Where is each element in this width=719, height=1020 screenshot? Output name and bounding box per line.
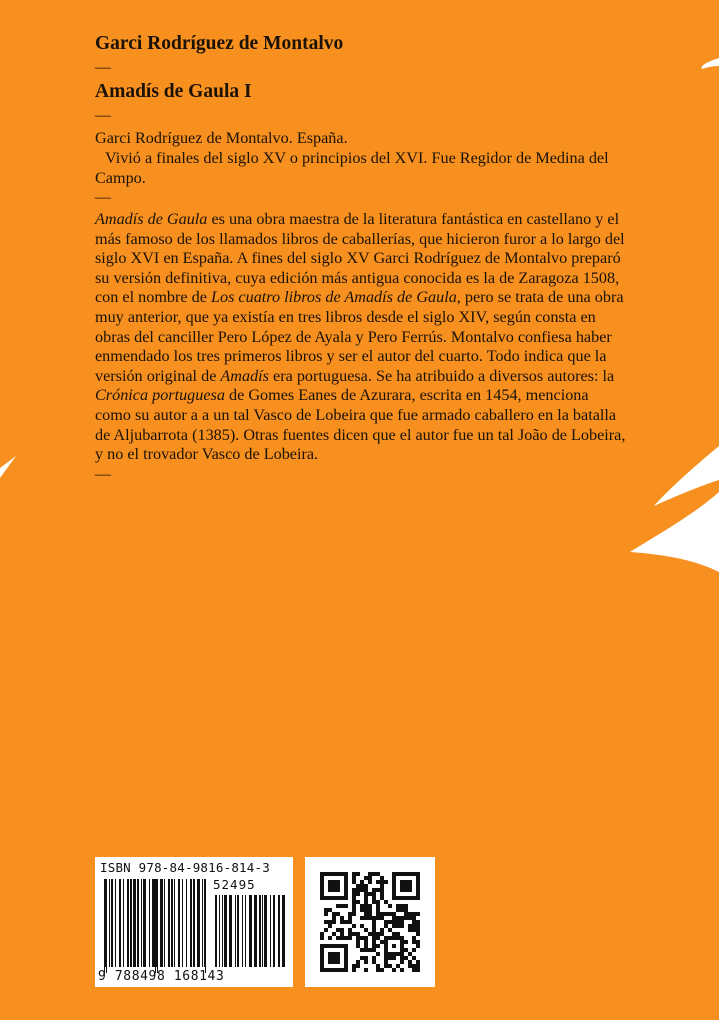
author-name: Garci Rodríguez de Montalvo: [95, 33, 344, 54]
separator-dash: —: [95, 465, 111, 483]
barcode-bars: [95, 857, 293, 987]
bio-line-2: Vivió a finales del siglo XV o principios del XVI. Fue Regidor de Medina del Campo.: [95, 149, 609, 187]
bio-line-1: Garci Rodríguez de Montalvo. España.: [95, 129, 348, 147]
book-title: Amadís de Gaula I: [95, 81, 252, 102]
italic-title: Crónica portuguesa: [95, 386, 225, 405]
book-description: [95, 210, 627, 465]
addon-number: 52495: [213, 877, 256, 892]
description-text: , pero se trata de una obra muy anterior, que ya existía en tres libros desde el siglo XIV, según consta en obras del canciller Pero López de Ayala y Pero Ferrús. Montalvo confiesa haber enmendado los tres primeros libros y ser el autor del cuarto. Todo indica que la versión original de: [95, 288, 624, 385]
back-cover-text: [95, 30, 627, 485]
description-text: era portuguesa. Se ha atribuido a diversos autores: la: [268, 366, 615, 385]
italic-title: Los cuatro libros de Amadís de Gaula: [210, 288, 457, 307]
description-text: de Gomes Eanes de Azurara, escrita en 1454, menciona como su autor a a un tal Vasco de Lobeira que fue armado caballero en la batalla de Aljubarrota (1385). Otras fuentes dicen que el autor fue un tal João de Lobeira, y no el trovador Vasco de Lobeira.: [95, 386, 626, 464]
right-swoosh-middle: [654, 446, 719, 506]
description-text: es una obra maestra de la literatura fantástica en castellano y el más famoso de los llamados libros de caballerías, que hicieron furor a lo largo del siglo XVI en España. A fines del siglo XV Garci Rodríguez de Montalvo preparó su versión definitiva, cuya edición más antigua conocida es la de Zaragoza 1508, con el nombre de: [95, 210, 625, 307]
separator-dash: —: [95, 59, 111, 76]
separator-dash: —: [95, 189, 111, 206]
separator-dash: —: [95, 107, 111, 124]
qr-code: [305, 857, 435, 987]
left-swoosh: [0, 456, 16, 478]
ean-number: 9 788498 168143: [98, 969, 225, 984]
right-swoosh-large: [630, 492, 719, 572]
qr-code-icon: [305, 857, 435, 987]
italic-title: Amadís: [220, 366, 269, 385]
isbn-barcode: [95, 857, 293, 987]
right-swoosh-top: [702, 58, 719, 69]
isbn-label: ISBN 978-84-9816-814-3: [100, 860, 270, 875]
author-bio: [95, 128, 627, 188]
italic-title: Amadís de Gaula: [95, 210, 208, 228]
